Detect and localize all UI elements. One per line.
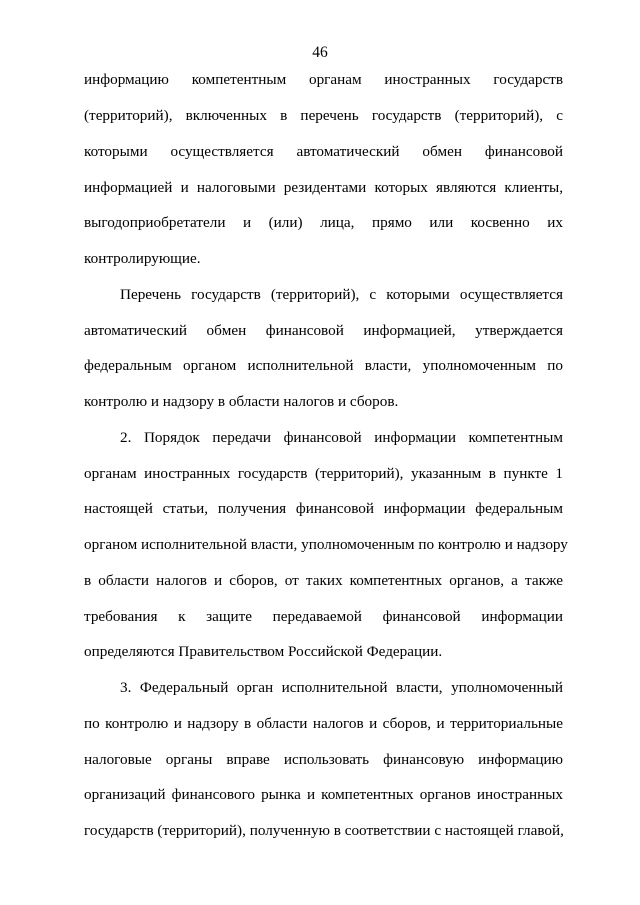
text-line: (территорий), включенных в перечень государств (территорий), с [84, 107, 563, 124]
text-line: государств (территорий), полученную в соответствии с настоящей главой, [84, 822, 564, 839]
text-line: которыми осуществляется автоматический обмен финансовой [84, 143, 563, 160]
text-line: информацию компетентным органам иностранных государств [84, 71, 563, 88]
paragraph-first-line: Перечень государств (территорий), с которыми осуществляется [120, 286, 563, 303]
text-line: по контролю и надзору в области налогов и сборов, и территориальные [84, 715, 563, 732]
text-line: органом исполнительной власти, уполномоченным по контролю и надзору [84, 536, 568, 553]
text-line: определяются Правительством Российской Федерации. [84, 643, 443, 660]
text-line: организаций финансового рынка и компетентных органов иностранных [84, 786, 563, 803]
text-line: автоматический обмен финансовой информацией, утверждается [84, 322, 563, 339]
text-line: требования к защите передаваемой финансовой информации [84, 608, 563, 625]
text-line: в области налогов и сборов, от таких компетентных органов, а также [84, 572, 563, 589]
text-line: настоящей статьи, получения финансовой информации федеральным [84, 500, 563, 517]
text-line: налоговые органы вправе использовать финансовую информацию [84, 751, 563, 768]
paragraph-first-line: 2. Порядок передачи финансовой информации компетентным [120, 429, 563, 446]
paragraph-first-line: 3. Федеральный орган исполнительной власти, уполномоченный [120, 679, 563, 696]
text-line: выгодоприобретатели и (или) лица, прямо или косвенно их [84, 214, 563, 231]
text-line: информацией и налоговыми резидентами которых являются клиенты, [84, 179, 563, 196]
text-line: органам иностранных государств (территорий), указанным в пункте 1 [84, 465, 563, 482]
page-number: 46 [312, 44, 328, 61]
text-line: контролю и надзору в области налогов и сборов. [84, 393, 399, 410]
text-line: контролирующие. [84, 250, 201, 267]
text-line: федеральным органом исполнительной власти, уполномоченным по [84, 357, 563, 374]
